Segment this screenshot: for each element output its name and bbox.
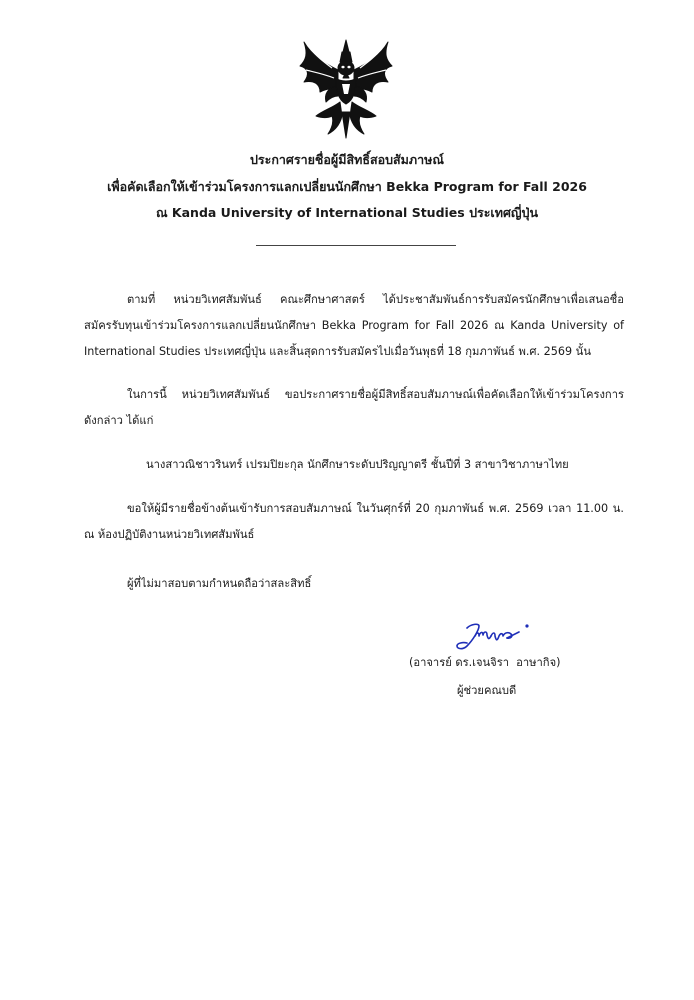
background-paragraph [84,287,624,365]
announcement-title: ประกาศรายชื่อผู้มีสิทธิ์สอบสัมภาษณ์ [249,152,445,167]
announcement-subtitle: เพื่อคัดเลือกให้เข้าร่วมโครงการแลกเปลี่ยนนักศึกษา Bekka Program for Fall 2026 [107,179,587,194]
announcement-line-2: ดังกล่าว ได้แก่ [84,414,154,427]
announcement-venue-line: ณ Kanda University of International Studies ประเทศญี่ปุ่น [155,205,539,220]
interview-schedule-paragraph [84,496,624,548]
background-line-1: ตามที่ หน่วยวิเทศสัมพันธ์ คณะศึกษาศาสตร์ ได้ประชาสัมพันธ์การรับสมัครนักศึกษาเพื่อเสนอชื่อ [127,293,624,306]
garuda-emblem [298,38,394,140]
background-line-2: สมัครรับทุนเข้าร่วมโครงการแลกเปลี่ยนนักศึกษา Bekka Program for Fall 2026 ณ Kanda University of [84,319,624,332]
signatory-position: ผู้ช่วยคณบดี [457,684,517,697]
background-line-3: International Studies ประเทศญี่ปุ่น และสิ้นสุดการรับสมัครไปเมื่อวันพุธที่ 18 กุมภาพันธ์ พ.ศ. 2569 นั้น [84,345,591,358]
interview-schedule-line-2: ณ ห้องปฏิบัติงานหน่วยวิเทศสัมพันธ์ [84,528,255,541]
announcement-paragraph [84,382,624,434]
candidate-entry: นางสาวณิชาวรินทร์ เปรมปิยะกุล นักศึกษาระดับปริญญาตรี ชั้นปีที่ 3 สาขาวิชาภาษาไทย [146,458,569,471]
title-divider [256,245,456,246]
announcement-line-1: ในการนี้ หน่วยวิเทศสัมพันธ์ ขอประกาศรายชื่อผู้มีสิทธิ์สอบสัมภาษณ์เพื่อคัดเลือกให้เข้าร่วมโครงการ [127,388,624,401]
signatory-name: (อาจารย์ ดร.เจนจิรา อาษากิจ) [409,656,561,669]
forfeit-notice: ผู้ที่ไม่มาสอบตามกำหนดถือว่าสละสิทธิ์ [127,577,312,590]
handwritten-signature [449,618,535,654]
interview-schedule-line-1: ขอให้ผู้มีรายชื่อข้างต้นเข้ารับการสอบสัมภาษณ์ ในวันศุกร์ที่ 20 กุมภาพันธ์ พ.ศ. 2569 เวลา 11.00 น. [127,502,624,515]
